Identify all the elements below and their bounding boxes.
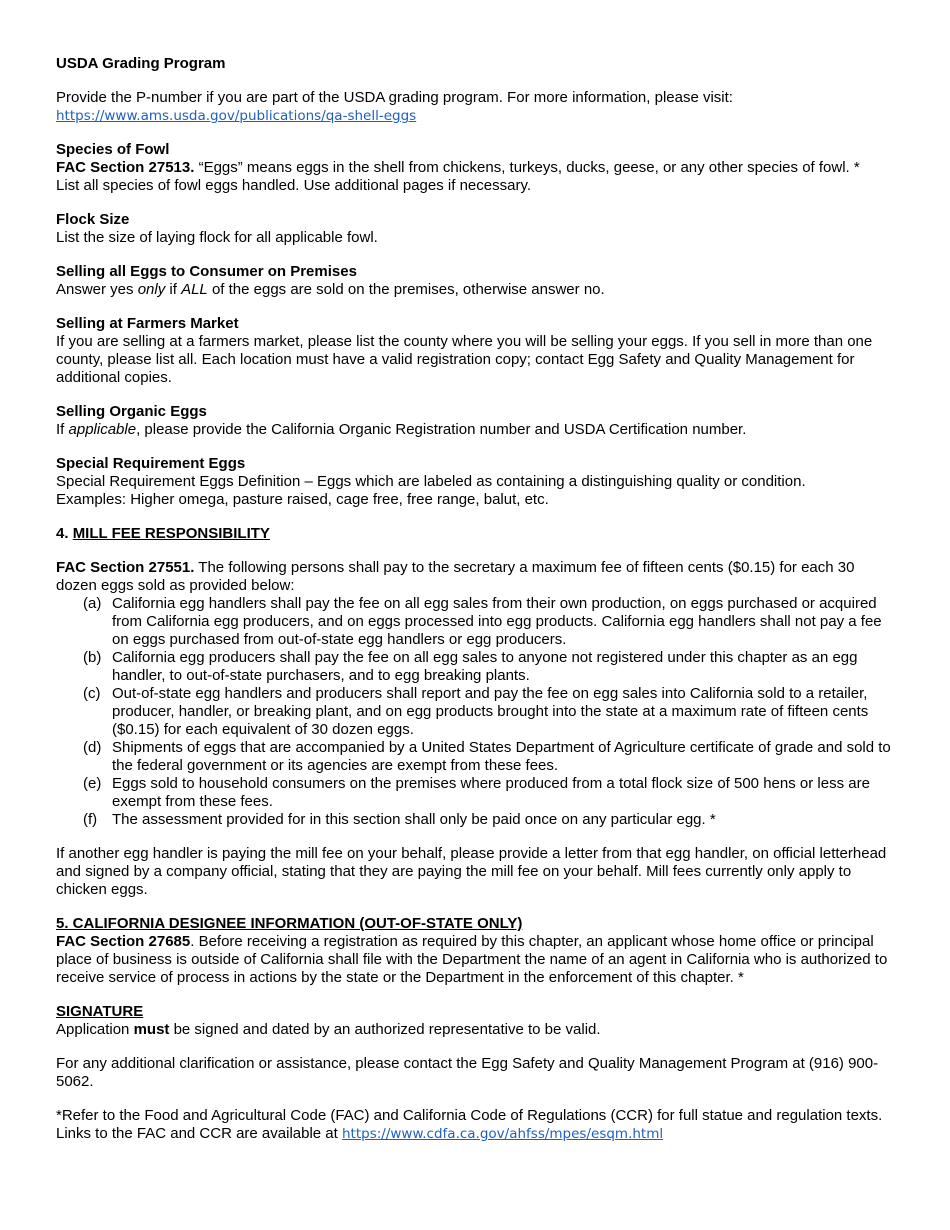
fee-item <box>56 685 894 739</box>
refer-section <box>56 1107 894 1143</box>
contact-text: For any additional clarification or assistance, please contact the Egg Safety and Quality Management Program at (916) 900-5062. <box>56 1055 879 1090</box>
fee-item <box>56 811 894 829</box>
fee-item-label: (e) <box>83 775 102 792</box>
designee-body: . Before receiving a registration as required by this chapter, an applicant whose home office or principal place of business is outside of California shall file with the Department the name of an agent in California who is authorized to receive service of process in actions by the state or the Department in the enforcement of this chapter. * <box>56 933 888 986</box>
special-definition: Special Requirement Eggs Definition – Eggs which are labeled as containing a distinguishing quality or condition. <box>56 473 806 490</box>
species-text <box>56 159 894 177</box>
fee-item-text: California egg producers shall pay the fee on all egg sales to anyone not registered under this chapter as an egg handler, to out-of-state purchasers, and to egg breaking plants. <box>112 649 858 684</box>
usda-section <box>56 55 894 125</box>
special-section <box>56 455 894 509</box>
mill-intro-text: The following persons shall pay to the secretary a maximum fee of fifteen cents ($0.15) for each 30 dozen eggs sold as provided below: <box>56 559 855 594</box>
signature-t2: must <box>133 1021 170 1038</box>
special-examples: Examples: Higher omega, pasture raised, cage free, free range, balut, etc. <box>56 491 549 508</box>
fee-item <box>56 595 894 649</box>
signature-heading: SIGNATURE <box>56 1003 144 1020</box>
fee-item-text: The assessment provided for in this section shall only be paid once on any particular egg. * <box>112 811 716 828</box>
fee-item <box>56 649 894 685</box>
signature-t1: Application <box>56 1021 134 1038</box>
refer-link[interactable]: https://www.cdfa.ca.gov/ahfss/mpes/esqm.html <box>341 1126 664 1142</box>
mill-intro <box>56 559 894 595</box>
organic-t3: , please provide the California Organic Registration number and USDA Certification number. <box>136 421 747 438</box>
farmers-text: If you are selling at a farmers market, please list the county where you will be selling your eggs. If you sell in more than one county, please list all. Each location must have a valid registration copy; contact Egg Safety and Quality Management for additional copies. <box>56 333 873 386</box>
premises-text <box>56 281 894 299</box>
organic-section <box>56 403 894 439</box>
fee-item-text: Shipments of eggs that are accompanied by a United States Department of Agriculture certificate of grade and sold to the federal government or its agencies are exempt from these fees. <box>112 739 891 774</box>
premises-t2: only <box>137 281 166 298</box>
mill-heading <box>56 525 894 543</box>
mill-fee-section <box>56 525 894 899</box>
premises-t4: ALL <box>181 281 208 298</box>
flock-text: List the size of laying flock for all applicable fowl. <box>56 229 378 246</box>
species-fac: FAC Section 27513. <box>56 159 195 176</box>
designee-text <box>56 933 894 987</box>
signature-section <box>56 1003 894 1039</box>
flock-heading: Flock Size <box>56 211 130 228</box>
fee-item-label: (c) <box>83 685 101 702</box>
species-instruction: List all species of fowl eggs handled. Use additional pages if necessary. <box>56 177 531 194</box>
premises-t1: Answer yes <box>56 281 138 298</box>
farmers-section <box>56 315 894 387</box>
species-section <box>56 141 894 195</box>
fee-item-label: (a) <box>83 595 102 612</box>
organic-t2: applicable <box>68 421 137 438</box>
usda-text: Provide the P-number if you are part of the USDA grading program. For more information, please visit: <box>56 89 733 106</box>
premises-t5: of the eggs are sold on the premises, otherwise answer no. <box>207 281 605 298</box>
usda-link[interactable]: https://www.ams.usda.gov/publications/qa-shell-eggs <box>56 108 417 124</box>
organic-heading: Selling Organic Eggs <box>56 403 207 420</box>
premises-heading: Selling all Eggs to Consumer on Premises <box>56 263 357 280</box>
signature-t3: be signed and dated by an authorized representative to be valid. <box>169 1021 601 1038</box>
fee-item <box>56 739 894 775</box>
fee-item-label: (d) <box>83 739 102 756</box>
farmers-heading: Selling at Farmers Market <box>56 315 239 332</box>
fee-item-label: (f) <box>83 811 98 828</box>
refer-body: *Refer to the Food and Agricultural Code (FAC) and California Code of Regulations (CCR) for full statue and regulation texts. Links to the FAC and CCR are available at <box>56 1107 883 1142</box>
fee-item-text: Out-of-state egg handlers and producers shall report and pay the fee on egg sales into California sold to a retailer, producer, handler, or breaking plant, and on egg products brought into the state at a maximum rate of fifteen cents ($0.15) for each equivalent of 30 dozen eggs. <box>112 685 869 738</box>
mill-heading-text: MILL FEE RESPONSIBILITY <box>72 525 270 542</box>
fee-item <box>56 775 894 811</box>
mill-number: 4. <box>56 525 73 542</box>
species-heading: Species of Fowl <box>56 141 170 158</box>
contact-section <box>56 1055 894 1091</box>
designee-heading: 5. CALIFORNIA DESIGNEE INFORMATION (OUT-OF-STATE ONLY) <box>56 915 523 932</box>
usda-heading: USDA Grading Program <box>56 55 226 72</box>
signature-text <box>56 1021 894 1039</box>
fee-item-label: (b) <box>83 649 102 666</box>
mill-fee-list <box>56 595 894 829</box>
fee-item-text: California egg handlers shall pay the fee on all egg sales from their own production, on eggs purchased or acquired from California egg producers, and on eggs processed into egg products. California egg handlers shall not pay a fee on eggs purchased from out-of-state egg handlers or egg producers. <box>112 595 882 648</box>
mill-note: If another egg handler is paying the mill fee on your behalf, please provide a letter from that egg handler, on official letterhead and signed by a company official, stating that they are paying the mill fee on your behalf. Mill fees currently only apply to chicken eggs. <box>56 845 887 898</box>
organic-t1: If <box>56 421 69 438</box>
fee-item-text: Eggs sold to household consumers on the premises where produced from a total flock size of 500 hens or less are exempt from these fees. <box>112 775 870 810</box>
organic-text <box>56 421 894 439</box>
designee-section <box>56 915 894 987</box>
mill-fac: FAC Section 27551. <box>56 559 195 576</box>
special-heading: Special Requirement Eggs <box>56 455 246 472</box>
refer-text <box>56 1107 894 1143</box>
species-definition: “Eggs” means eggs in the shell from chickens, turkeys, ducks, geese, or any other species of fowl. * <box>194 159 860 176</box>
flock-section <box>56 211 894 247</box>
premises-t3: if <box>165 281 182 298</box>
designee-fac: FAC Section 27685 <box>56 933 191 950</box>
premises-section <box>56 263 894 299</box>
